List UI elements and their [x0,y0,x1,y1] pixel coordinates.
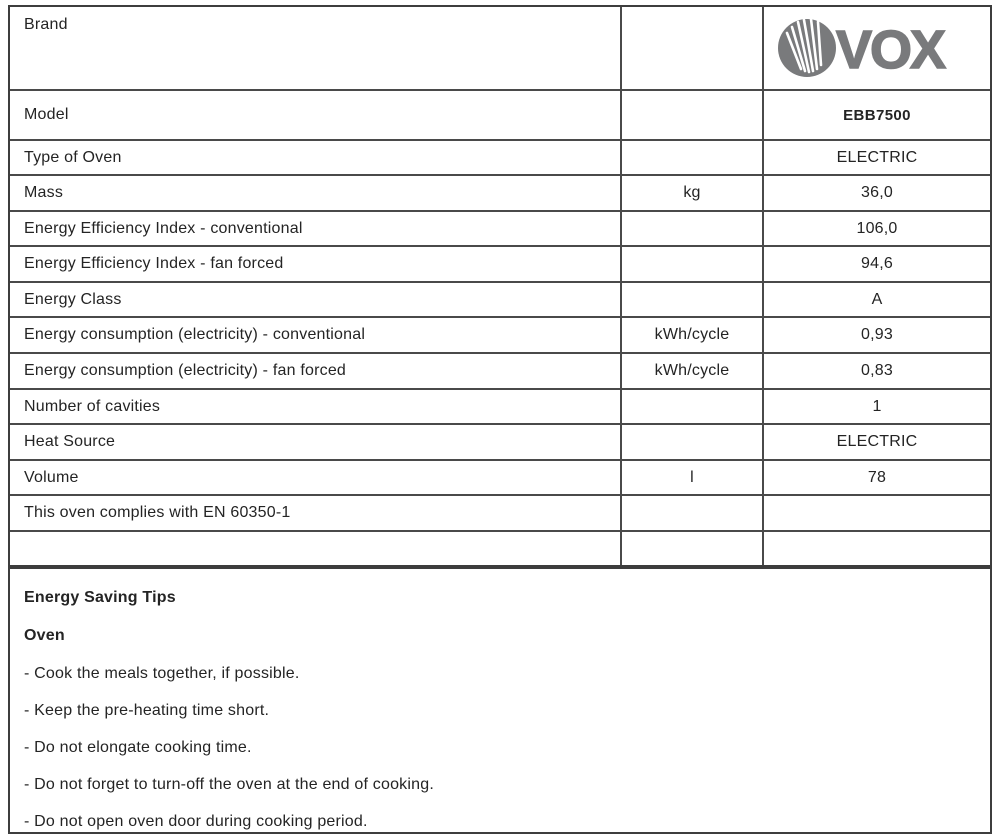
vox-wordmark: VOX [836,20,945,79]
spec-table [8,5,992,567]
table-cell-unit: kWh/cycle [620,316,762,352]
table-cell-unit [620,210,762,245]
table-cell-unit: kg [620,174,762,210]
table-cell-value: 0,93 [762,316,990,352]
table-cell-unit [620,245,762,281]
table-cell-value: A [762,281,990,316]
table-cell-value: ELECTRIC [762,423,990,459]
table-cell-label: Model [10,89,620,139]
table-cell-label: Type of Oven [10,139,620,174]
table-cell-unit: l [620,459,762,494]
table-cell-label: Heat Source [10,423,620,459]
table-cell-label: Number of cavities [10,388,620,423]
energy-saving-tips-section [8,567,992,834]
table-cell-label: Mass [10,174,620,210]
tip-item: - Cook the meals together, if possible. [24,665,300,682]
table-cell-unit: kWh/cycle [620,352,762,388]
table-cell-unit [620,423,762,459]
table-cell-value: EBB7500 [762,89,990,139]
table-cell-value [762,7,990,89]
table-cell-label: Energy Class [10,281,620,316]
table-cell-value [762,530,990,565]
tip-item: - Do not forget to turn-off the oven at the end of cooking. [24,776,434,793]
table-cell-value: ELECTRIC [762,139,990,174]
table-cell-value: 1 [762,388,990,423]
table-cell-unit [620,89,762,139]
table-cell-label: Energy Efficiency Index - conventional [10,210,620,245]
table-cell-label: Volume [10,459,620,494]
table-cell-unit [620,139,762,174]
tip-item: - Keep the pre-heating time short. [24,702,270,719]
table-cell-label: Energy consumption (electricity) - fan forced [10,352,620,388]
table-cell-label: This oven complies with EN 60350-1 [10,494,620,530]
table-cell-value: 106,0 [762,210,990,245]
table-cell-value: 78 [762,459,990,494]
table-cell-label: Brand [24,16,68,33]
table-cell-value: 0,83 [762,352,990,388]
table-cell-value: 94,6 [762,245,990,281]
tip-item: - Do not elongate cooking time. [24,739,252,756]
table-cell-label: Energy Efficiency Index - fan forced [10,245,620,281]
table-cell-unit [620,494,762,530]
table-cell-unit [620,281,762,316]
vox-logo [776,17,978,79]
tips-title: Energy Saving Tips [24,589,176,606]
table-cell-unit [620,530,762,565]
table-cell-unit [620,7,762,89]
table-cell-label [10,530,620,565]
table-cell-unit [620,388,762,423]
table-cell-value [762,494,990,530]
tips-subtitle: Oven [24,627,65,644]
table-cell-value: 36,0 [762,174,990,210]
table-cell-label: Energy consumption (electricity) - conventional [10,316,620,352]
tip-item: - Do not open oven door during cooking period. [24,813,368,830]
